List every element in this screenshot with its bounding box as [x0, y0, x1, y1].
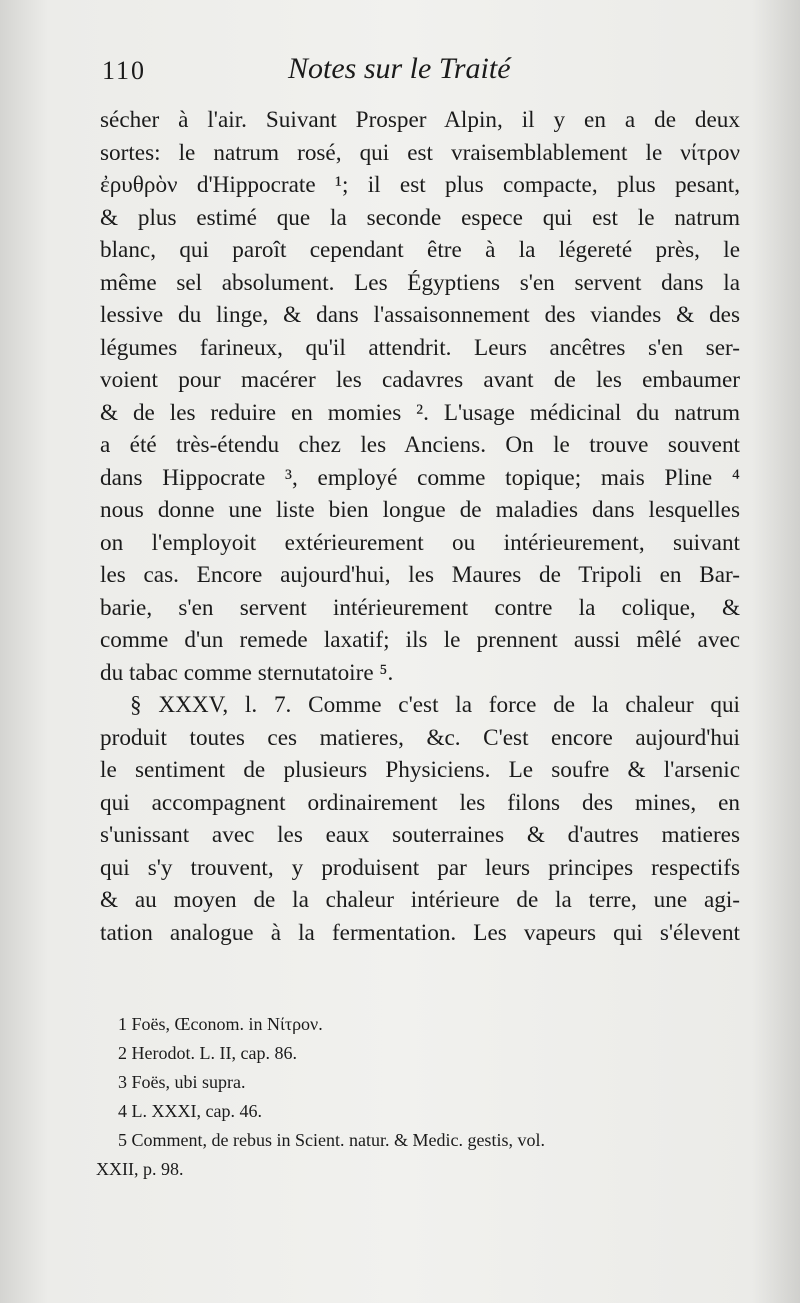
text-line: blanc, qui paroît cependant être à la légereté près, le [100, 237, 740, 263]
page-number: 110 [102, 56, 147, 85]
running-title: Notes sur le Traité [288, 52, 511, 85]
text-line: s'unissant avec les eaux souterraines & d'autres matieres [100, 822, 740, 848]
text-line: comme d'un remede laxatif; ils le prennent aussi mêlé avec [100, 627, 740, 653]
footnote: 3 Foës, ubi supra. [118, 1072, 246, 1092]
text-line: qui accompagnent ordinairement les filons des mines, en [100, 789, 740, 816]
text-line: a été très-étendu chez les Anciens. On le trouve souvent [100, 432, 740, 458]
footnote: 2 Herodot. L. II, cap. 86. [118, 1043, 297, 1063]
text-line: sécher à l'air. Suivant Prosper Alpin, il y en a de deux [100, 107, 740, 133]
text-line: & au moyen de la chaleur intérieure de la terre, une agi- [100, 887, 740, 913]
text-line: les cas. Encore aujourd'hui, les Maures de Tripoli en Bar- [100, 562, 740, 588]
text-line: lessive du linge, & dans l'assaisonnement des viandes & des [100, 302, 740, 328]
text-line: nous donne une liste bien longue de maladies dans lesquelles [100, 497, 740, 523]
text-line: & de les reduire en momies ². L'usage médicinal du natrum [100, 399, 740, 426]
text-line: barie, s'en servent intérieurement contre la colique, & [100, 594, 740, 621]
page-header [102, 52, 742, 92]
text-line: ἐρυθρὸν d'Hippocrate ¹; il est plus compacte, plus pesant, [100, 172, 740, 198]
text-line: produit toutes ces matieres, &c. C'est encore aujourd'hui [100, 724, 740, 751]
text-line: tation analogue à la fermentation. Les vapeurs qui s'élevent [100, 919, 740, 946]
text-line: légumes farineux, qu'il attendrit. Leurs ancêtres s'en ser- [100, 334, 740, 361]
text-line: le sentiment de plusieurs Physiciens. Le soufre & l'arsenic [100, 757, 740, 783]
text-line: même sel absolument. Les Égyptiens s'en servent dans la [100, 269, 740, 296]
text-line: sortes: le natrum rosé, qui est vraisemblablement le νίτρον [100, 139, 740, 166]
footnote: 5 Comment, de rebus in Scient. natur. & Medic. gestis, vol. [118, 1130, 545, 1150]
text-line: qui s'y trouvent, y produisent par leurs principes respectifs [100, 854, 740, 881]
footnote: 1 Foës, Œconom. in Νίτρον. [118, 1014, 323, 1034]
body-text [100, 104, 740, 949]
text-line: & plus estimé que la seconde espece qui est le natrum [100, 204, 740, 231]
footnotes [96, 1010, 738, 1184]
text-line: dans Hippocrate ³, employé comme topique; mais Pline ⁴ [100, 464, 740, 491]
text-line: on l'employoit extérieurement ou intérieurement, suivant [100, 529, 740, 556]
text-line: voient pour macérer les cadavres avant de les embaumer [100, 367, 740, 393]
text-line: du tabac comme sternutatoire ⁵. [100, 659, 394, 686]
footnote-continuation: XXII, p. 98. [96, 1159, 184, 1179]
footnote: 4 L. XXXI, cap. 46. [118, 1101, 262, 1121]
text-line: § XXXV, l. 7. Comme c'est la force de la chaleur qui [130, 692, 740, 718]
